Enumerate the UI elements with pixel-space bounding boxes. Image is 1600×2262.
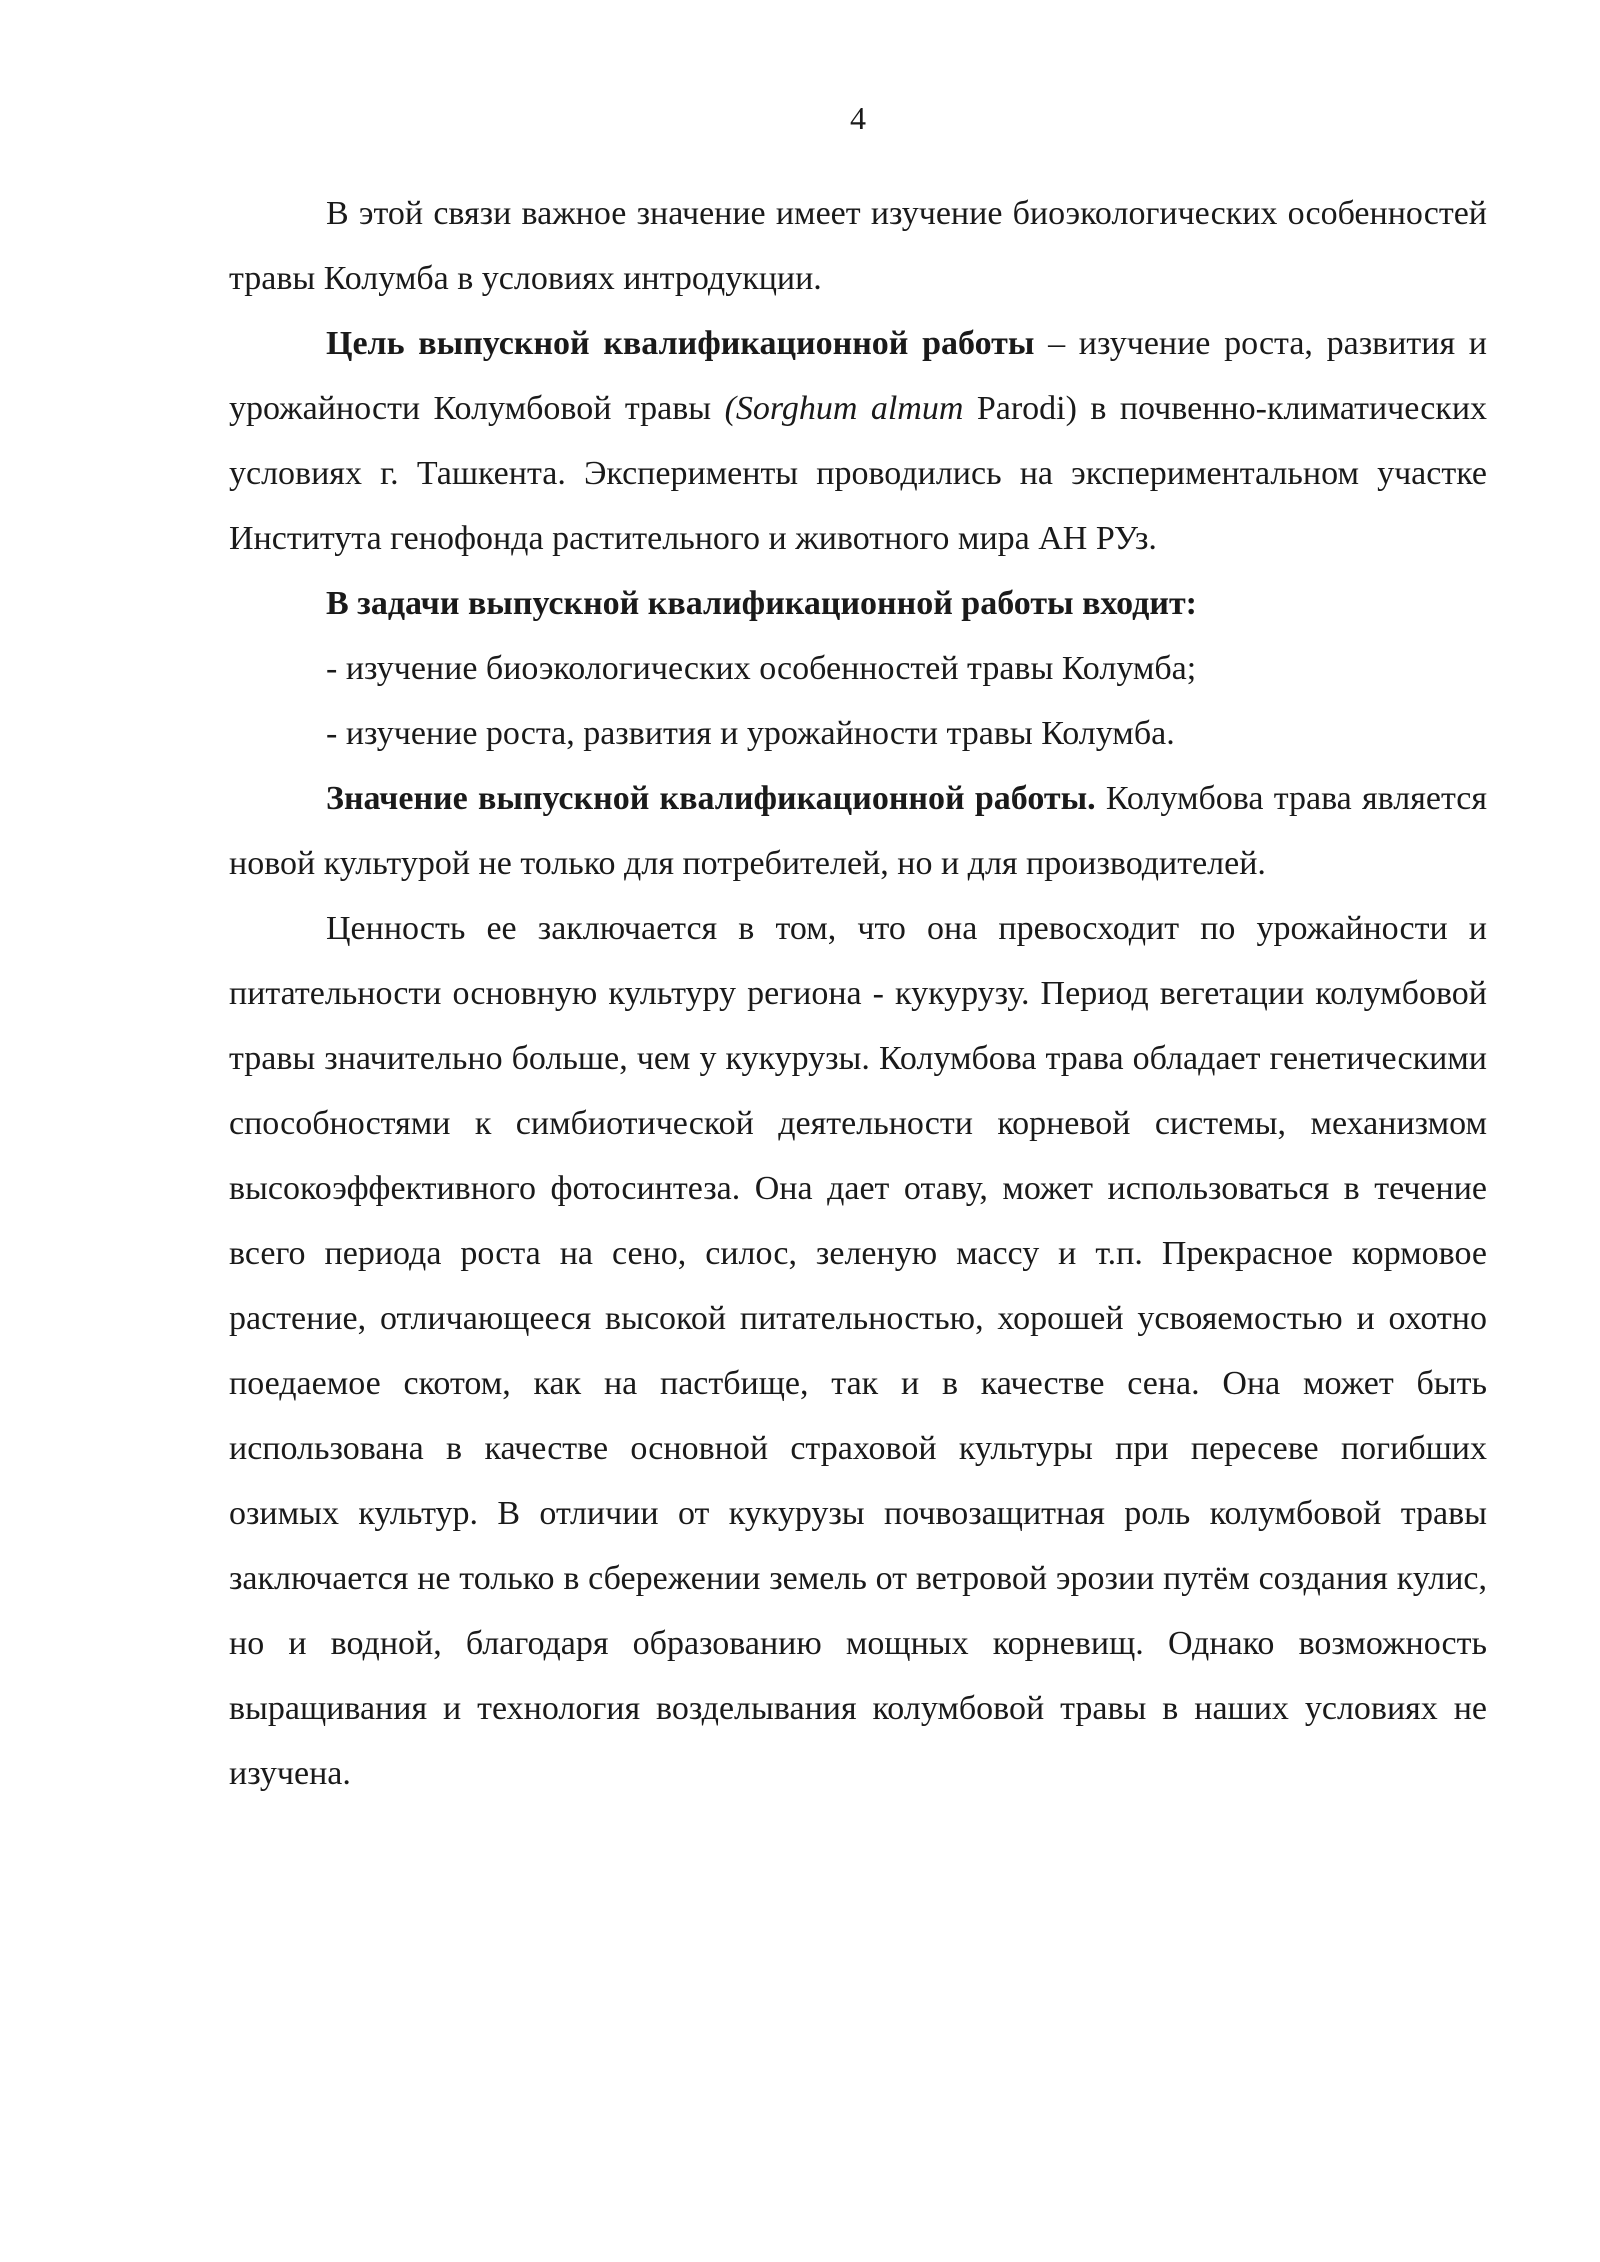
paragraph-value: Ценность ее заключается в том, что она превосходит по урожайности и питательности основную культуру региона - кукурузу. Период вегетации колумбовой травы значительно больше, чем у кукурузы. Колумбова трава обладает генетическими способностями к симбиотической деятельности корневой системы, механизмом высокоэффективного фотосинтеза. Она дает отаву, может использоваться в течение всего периода роста на сено, силос, зеленую массу и т.п. Прекрасное кормовое растение, отличающееся высокой питательностью, хорошей усвояемостью и охотно поедаемое скотом, как на пастбище, так и в качестве сена. Она может быть использована в качестве основной страховой культуры при пересеве погибших озимых культур. В отличии от кукурузы почвозащитная роль колумбовой травы заключается не только в сбережении земель от ветровой эрозии путём создания кулис, но и водной, благодаря образованию мощных корневищ. Однако возможность выращивания и технология возделывания колумбовой травы в наших условиях не изучена. (229, 910, 1487, 1792)
goal-text-part1: – изучение роста, развития и урожайности Колумбовой травы (229, 325, 1488, 427)
goal-heading: Цель выпускной квалификационной работы (326, 325, 1035, 362)
paragraph-goal (229, 311, 1487, 571)
significance-heading: Значение выпускной квалификационной работы. (326, 780, 1096, 817)
tasks-heading-text: В задачи выпускной квалификационной работы входит: (326, 585, 1197, 622)
goal-text-part2: Parodi) в почвенно-климатических условиях г. Ташкента. Эксперименты проводились на экспериментальном участке Института генофонда растительного и животного мира АН РУз. (229, 390, 1488, 557)
task-list-item: - изучение биоэкологических особенностей травы Колумба; (326, 650, 1197, 687)
significance-text: Колумбова трава является новой культурой не только для потребителей, но и для производителей. (229, 780, 1487, 882)
paragraph-intro: В этой связи важное значение имеет изучение биоэкологических особенностей травы Колумба в условиях интродукции. (229, 195, 1487, 297)
page-number: 4 (850, 100, 866, 136)
tasks-heading (229, 571, 1487, 636)
paragraph-significance (229, 766, 1487, 896)
species-name: (Sorghum almum (724, 390, 964, 427)
document-body (229, 181, 1487, 1806)
task-list-item: - изучение роста, развития и урожайности травы Колумба. (326, 715, 1175, 752)
